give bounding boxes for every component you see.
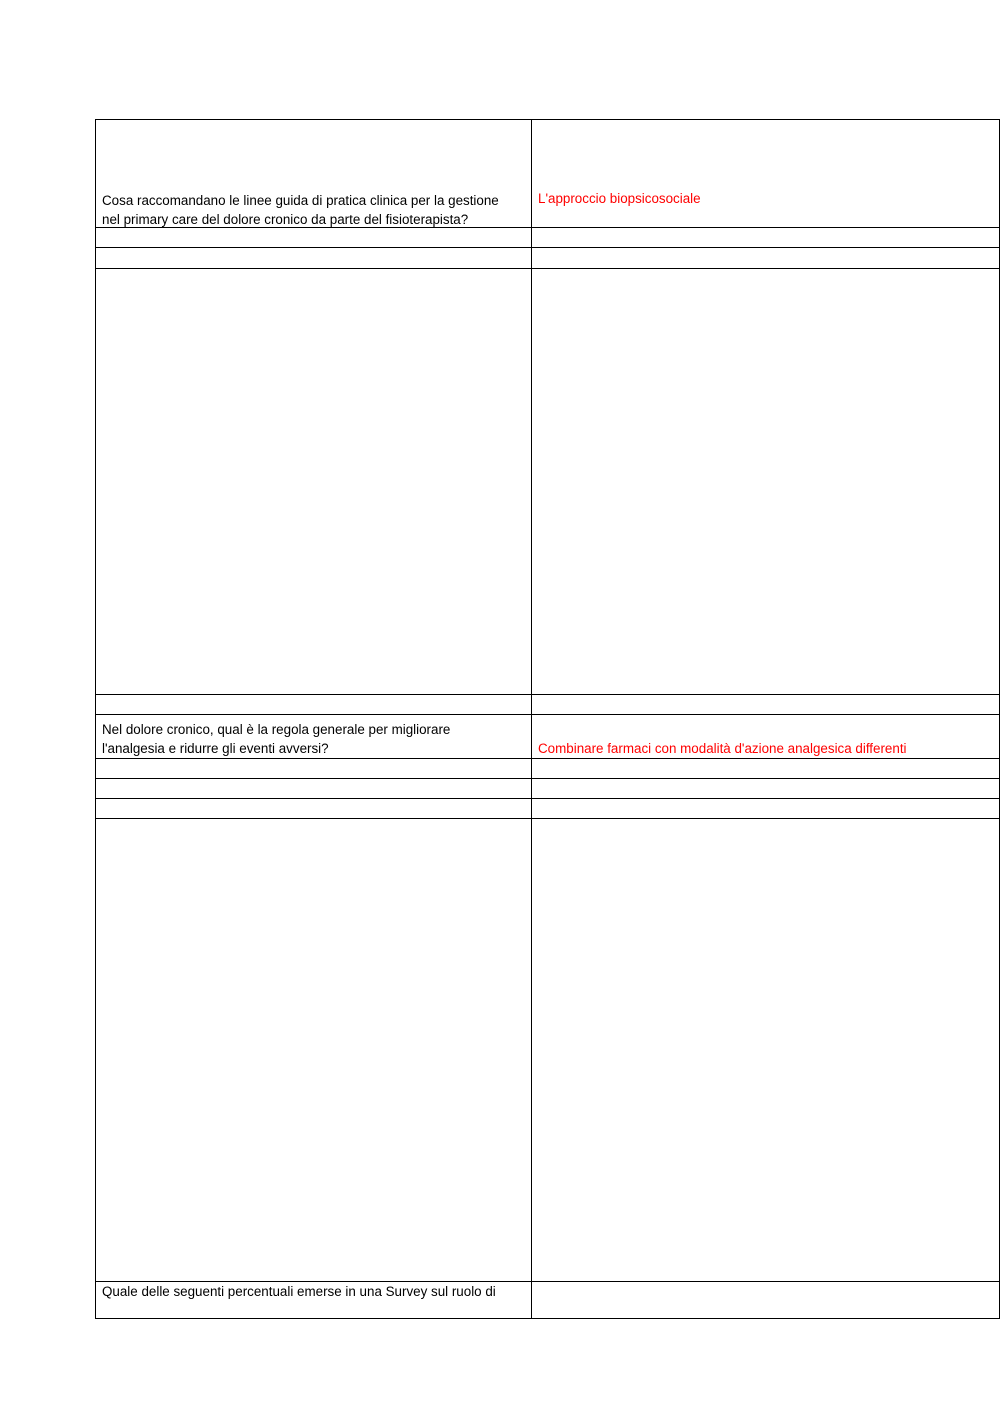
question-text-line: Nel dolore cronico, qual è la regola generale per migliorare — [102, 722, 451, 737]
grid-line — [95, 818, 1000, 819]
question-text-line: nel primary care del dolore cronico da parte del fisioterapista? — [102, 212, 469, 227]
grid-line — [95, 798, 1000, 799]
answer-cell: Combinare farmaci con modalità d'azione analgesica differenti — [538, 741, 907, 756]
grid-line — [95, 268, 1000, 269]
grid-line — [95, 694, 1000, 695]
grid-line — [95, 1318, 1000, 1319]
grid-line — [95, 119, 1000, 120]
question-text-line: Quale delle seguenti percentuali emerse in una Survey sul ruolo di — [102, 1284, 496, 1299]
grid-line — [95, 758, 1000, 759]
grid-line — [95, 778, 1000, 779]
question-cell — [102, 191, 499, 229]
grid-line — [95, 247, 1000, 248]
grid-line — [531, 119, 532, 1319]
answer-cell: L'approccio biopsicosociale — [538, 191, 701, 206]
spreadsheet-table — [95, 119, 1000, 1319]
grid-line — [95, 119, 96, 1319]
question-cell — [102, 1282, 496, 1301]
question-text-line: Cosa raccomandano le linee guida di pratica clinica per la gestione — [102, 193, 499, 208]
question-cell — [102, 720, 450, 758]
grid-line — [95, 714, 1000, 715]
question-text-line: l'analgesia e ridurre gli eventi avversi? — [102, 741, 329, 756]
